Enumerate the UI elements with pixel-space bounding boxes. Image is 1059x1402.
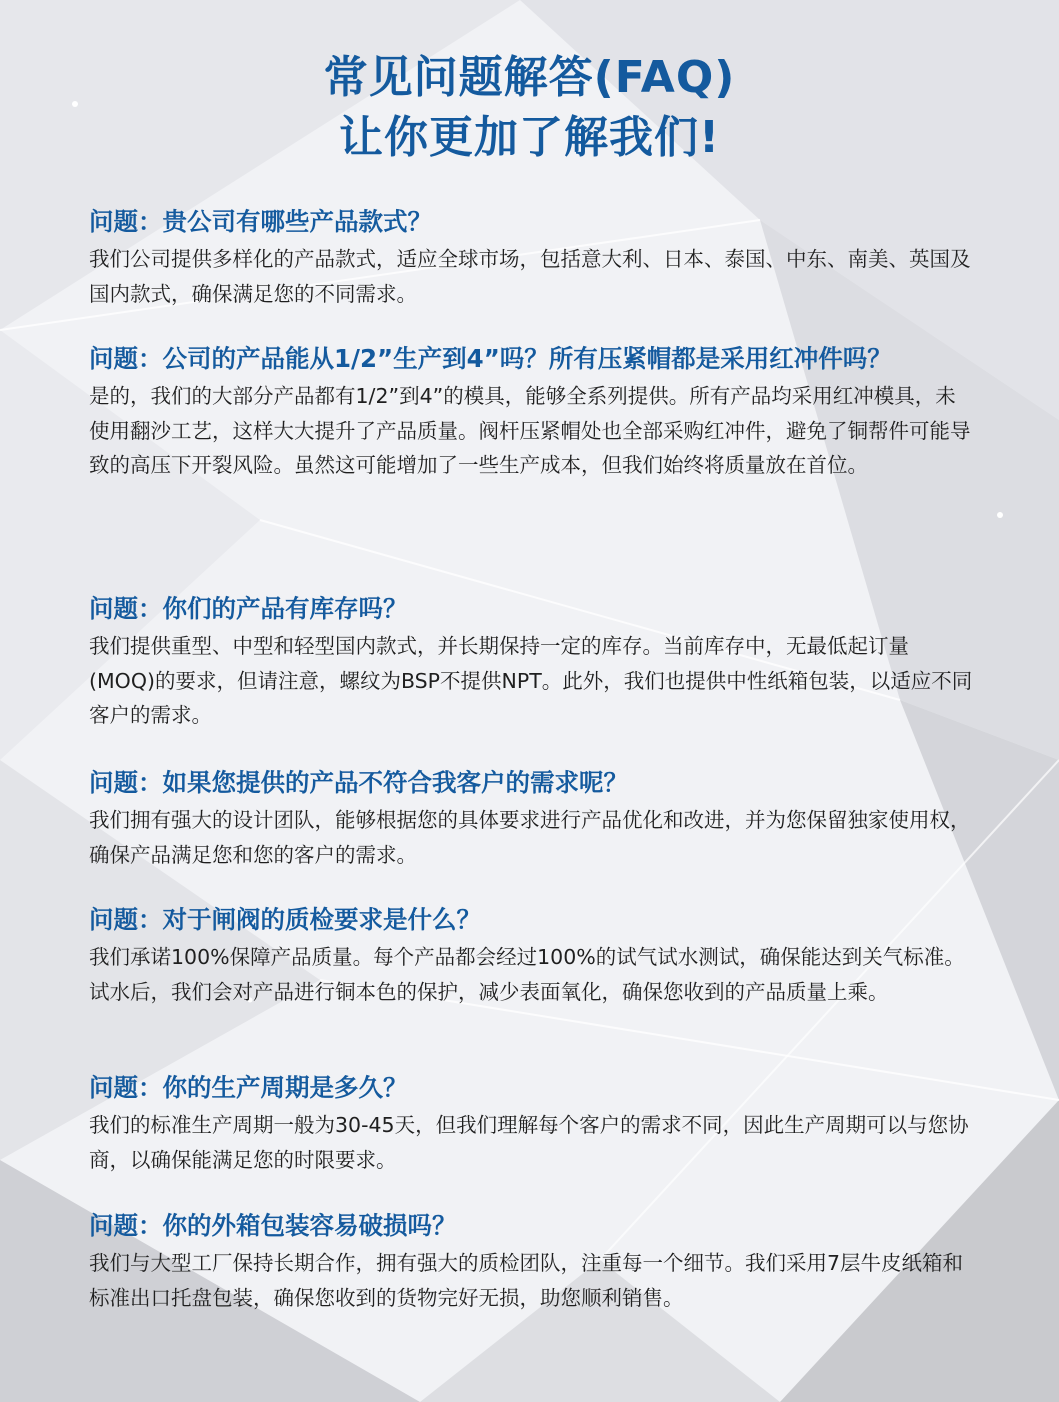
faq-answer: 我们拥有强大的设计团队，能够根据您的具体要求进行产品优化和改进，并为您保留独家使用权，确保产品满足您和您的客户的需求。	[89, 808, 971, 867]
faq-item	[89, 340, 974, 483]
faq-question: 问题：对于闸阀的质检要求是什么？	[89, 905, 481, 934]
faq-item	[89, 203, 974, 311]
faq-question: 问题：如果您提供的产品不符合我客户的需求呢？	[89, 768, 628, 797]
faq-answer: 我们承诺100%保障产品质量。每个产品都会经过100%的试气试水测试，确保能达到关气标准。试水后，我们会对产品进行铜本色的保护，减少表面氧化，确保您收到的产品质量上乘。	[89, 945, 965, 1004]
faq-item	[89, 764, 974, 872]
faq-answer: 是的，我们的大部分产品都有1/2”到4”的模具，能够全系列提供。所有产品均采用红冲模具，未使用翻沙工艺，这样大大提升了产品质量。阀杆压紧帽处也全部采购红冲件，避免了铜帮件可能导致的高压下开裂风险。虽然这可能增加了一些生产成本，但我们始终将质量放在首位。	[89, 384, 971, 477]
faq-answer: 我们公司提供多样化的产品款式，适应全球市场，包括意大利、日本、泰国、中东、南美、英国及国内款式，确保满足您的不同需求。	[89, 247, 971, 306]
faq-item	[89, 1069, 974, 1177]
faq-question: 问题：你的生产周期是多久？	[89, 1073, 408, 1102]
faq-question: 问题：你们的产品有库存吗？	[89, 594, 408, 623]
page-title-line1: 常见问题解答(FAQ)	[323, 52, 736, 103]
faq-question: 问题：你的外箱包装容易破损吗？	[89, 1211, 457, 1240]
faq-question: 问题：公司的产品能从1/2”生产到4”吗？所有压紧帽都是采用红冲件吗？	[89, 344, 892, 373]
faq-answer: 我们提供重型、中型和轻型国内款式，并长期保持一定的库存。当前库存中，无最低起订量(MOQ)的要求，但请注意，螺纹为BSP不提供NPT。此外，我们也提供中性纸箱包装，以适应不同客户的需求。	[89, 634, 973, 727]
faq-answer: 我们的标准生产周期一般为30-45天，但我们理解每个客户的需求不同，因此生产周期可以与您协商，以确保能满足您的时限要求。	[89, 1113, 969, 1172]
faq-item	[89, 901, 974, 1009]
faq-item	[89, 590, 974, 733]
faq-question: 问题：贵公司有哪些产品款式？	[89, 207, 432, 236]
faq-item	[89, 1207, 974, 1315]
page-title-line2: 让你更加了解我们!	[338, 112, 721, 163]
faq-answer: 我们与大型工厂保持长期合作，拥有强大的质检团队，注重每一个细节。我们采用7层牛皮纸箱和标准出口托盘包装，确保您收到的货物完好无损，助您顺利销售。	[89, 1251, 964, 1310]
